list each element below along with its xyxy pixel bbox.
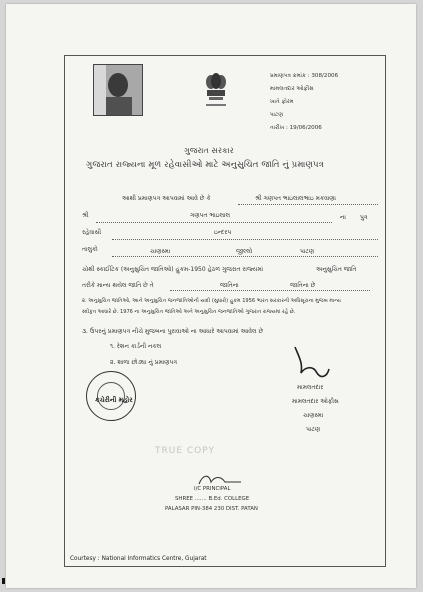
paragraph-2-line1: ૨. અનુસુચિત જાતિઓ, આને અનુસુચિત જનજાતિઓની યાદી (સુધારો) હુકમ 1956 ભારત સરકારની અધિસૂચના મુજબ માન્ય [82,298,341,304]
issue-date: તારીખ : 19/06/2006 [270,125,322,131]
signatory-district: પાટણ [306,426,321,433]
certificate-title: ગુજરાત રાજ્યના મૂળ રહેવાસીઓ માટે અનુસુચિત જાતિ નું પ્રમાણપત્ર [86,159,324,169]
row4-line [112,256,378,257]
applicant-photo [93,64,143,116]
government-title: ગુજરાત સરકાર [184,146,234,155]
photo-portrait-icon [94,65,142,115]
row3-line [112,239,378,240]
paragraph-2-line2: સ્વીકૃત આધારે છે. 1976 ના અનુસુચિત જાતિઓ અને અનુસુચિત જનજાતિઓ ગુજરાત રાજ્યમાં રહે છે. [82,309,296,315]
row4-right: પાટણ [300,248,315,255]
header-right-block [270,70,338,135]
row5-right: અનુસુચિત જાતિ [316,266,357,273]
row2-b: પુત્ર [360,214,368,221]
row2-a: ના [340,214,346,221]
attest-line-1: I/C PRINCIPAL [194,486,231,492]
row2-value: ગણપત ભાઇલાલ [190,212,231,219]
faint-stamp: TRUE COPY [155,446,215,456]
row4-mid: જીલ્લો [236,248,253,255]
courtesy-text: Courtesy : National Informatics Centre, Gujarat [70,556,207,562]
row2-label: શ્રી [82,212,89,219]
seal-text: કચેરીની મહોર [95,396,133,404]
signatory-title: મામલતદાર [297,384,324,391]
row3-value: ઇન્દરપ [214,229,232,236]
row5-text: ચોથી સ્કાઈટિક (અનુસુચિત જાતિઓ) હુકમ-1950 હેઠળ ગુજરાત રાજ્યમાં [82,266,264,273]
row6-left: તરીકે માન્ય થયેલ જાતિ છે તે [82,282,154,289]
row3-label: રહેવાસી [82,229,102,236]
row4-label: તાલુકો [82,246,98,253]
office-city: પાટણ [270,112,284,118]
row1-line [238,204,378,205]
attest-line-3: PALASAR PIN-384 230 DIST. PATAN [165,506,258,512]
cert-number: પ્રમાણપત્ર ક્રમાંક : 308/2006 [270,73,339,79]
officer-signature-icon [291,343,333,385]
national-emblem-icon [203,72,229,112]
row6-right: જાતિના છે [290,282,316,289]
paragraph-3: ૩. ઉપરનું પ્રમાણપત્ર નીચે મુજબના પુરાવાઓ ના આધારે આપવામાં આવેલ છે [82,328,264,335]
scan-mark [2,578,5,584]
row6-mid: જાતિના [220,282,239,289]
signatory-taluka: ચાણસ્મા [303,412,324,419]
row4-value: ચાણસ્મા [150,248,171,255]
evidence-item-2: ૨. શાળા છોડ્યા નું પ્રમાણપત્ર [110,359,178,366]
row2-line [96,222,332,223]
attest-line-2: SHREE ....... B.Ed. COLLEGE [175,496,250,502]
row1-left: આથી પ્રમાણપત્ર આપવામાં આવે છે કે [122,195,211,202]
row1-right: શ્રી ગણપત ભાઇલાલભાઇ મકવાણા [255,195,336,202]
row6-line [170,290,370,291]
evidence-item-1: ૧. રેશન કાર્ડની નકલ [110,343,162,350]
office-place: ખાતે ફોરમ [270,99,294,105]
signatory-office: મામલતદાર ઓફીસ [292,398,339,405]
office-name: મામલતદાર ઓફીસ [270,86,314,92]
